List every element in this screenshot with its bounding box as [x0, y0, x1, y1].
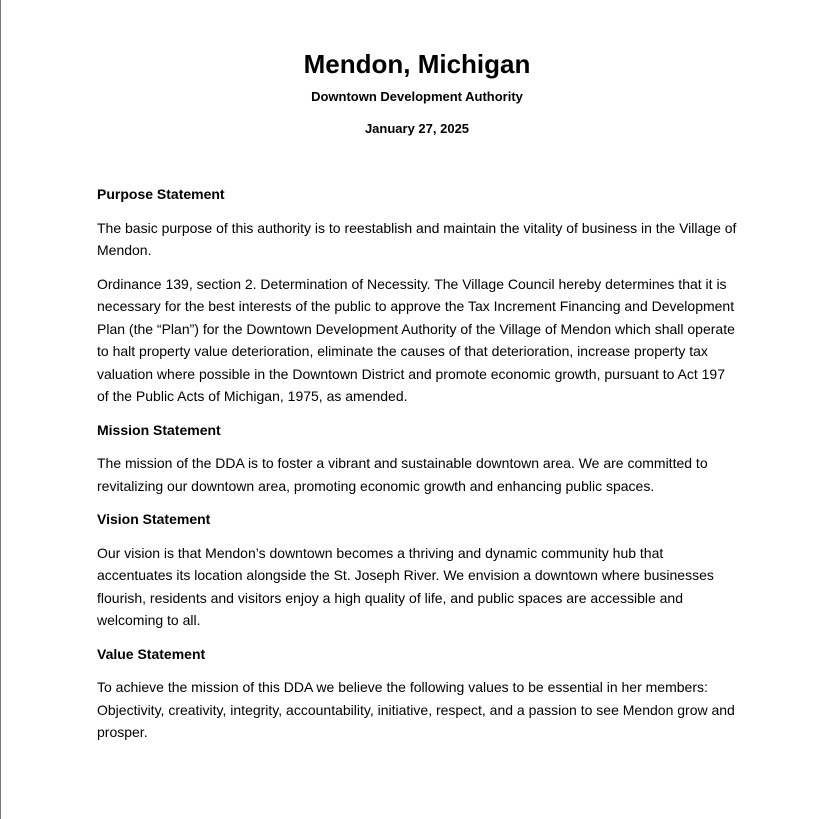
mission-paragraph: The mission of the DDA is to foster a vibrant and sustainable downtown area. We are committed to revitalizing our downtown area, promoting economic growth and enhancing public spaces. — [97, 455, 708, 494]
purpose-section — [97, 183, 737, 408]
document-subtitle: Downtown Development Authority — [311, 89, 523, 104]
purpose-heading: Purpose Statement — [97, 186, 225, 202]
vision-heading: Vision Statement — [97, 511, 211, 527]
value-paragraph: To achieve the mission of this DDA we believe the following values to be essential in her members: Objectivity, creativity, integrity, accountability, initiative, respect, and a passion to see Mendon grow and prosper. — [97, 679, 735, 740]
mission-section — [97, 419, 737, 498]
value-section — [97, 643, 737, 744]
mission-heading: Mission Statement — [97, 421, 221, 438]
value-heading: Value Statement — [97, 645, 206, 662]
document-title: Mendon, Michigan — [303, 49, 531, 79]
document-date: January 27, 2025 — [364, 121, 470, 136]
purpose-paragraph-1: The basic purpose of this authority is to reestablish and maintain the vitality of business in the Village of Mendon. — [97, 219, 737, 258]
document-body — [97, 44, 737, 744]
page-left-edge — [0, 0, 1, 819]
vision-paragraph: Our vision is that Mendon’s downtown becomes a thriving and dynamic community hub that accentuates its location alongside the St. Joseph River. We envision a downtown where businesses flourish, residents and visitors enjoy a high quality of life, and public spaces are accessible and welcoming to all. — [97, 544, 714, 628]
purpose-paragraph-2: Ordinance 139, section 2. Determination of Necessity. The Village Council hereby determines that it is necessary for the best interests of the public to approve the Tax Increment Financing and Development Plan (the “Plan”) for the Downtown Development Authority of the Village of Mendon which shall operate to halt property value deterioration, eliminate the causes of that deterioration, increase property tax valuation where possible in the Downtown District and promote economic growth, pursuant to Act 197 of the Public Acts of Michigan, 1975, as amended. — [97, 275, 735, 404]
vision-section — [97, 508, 737, 632]
